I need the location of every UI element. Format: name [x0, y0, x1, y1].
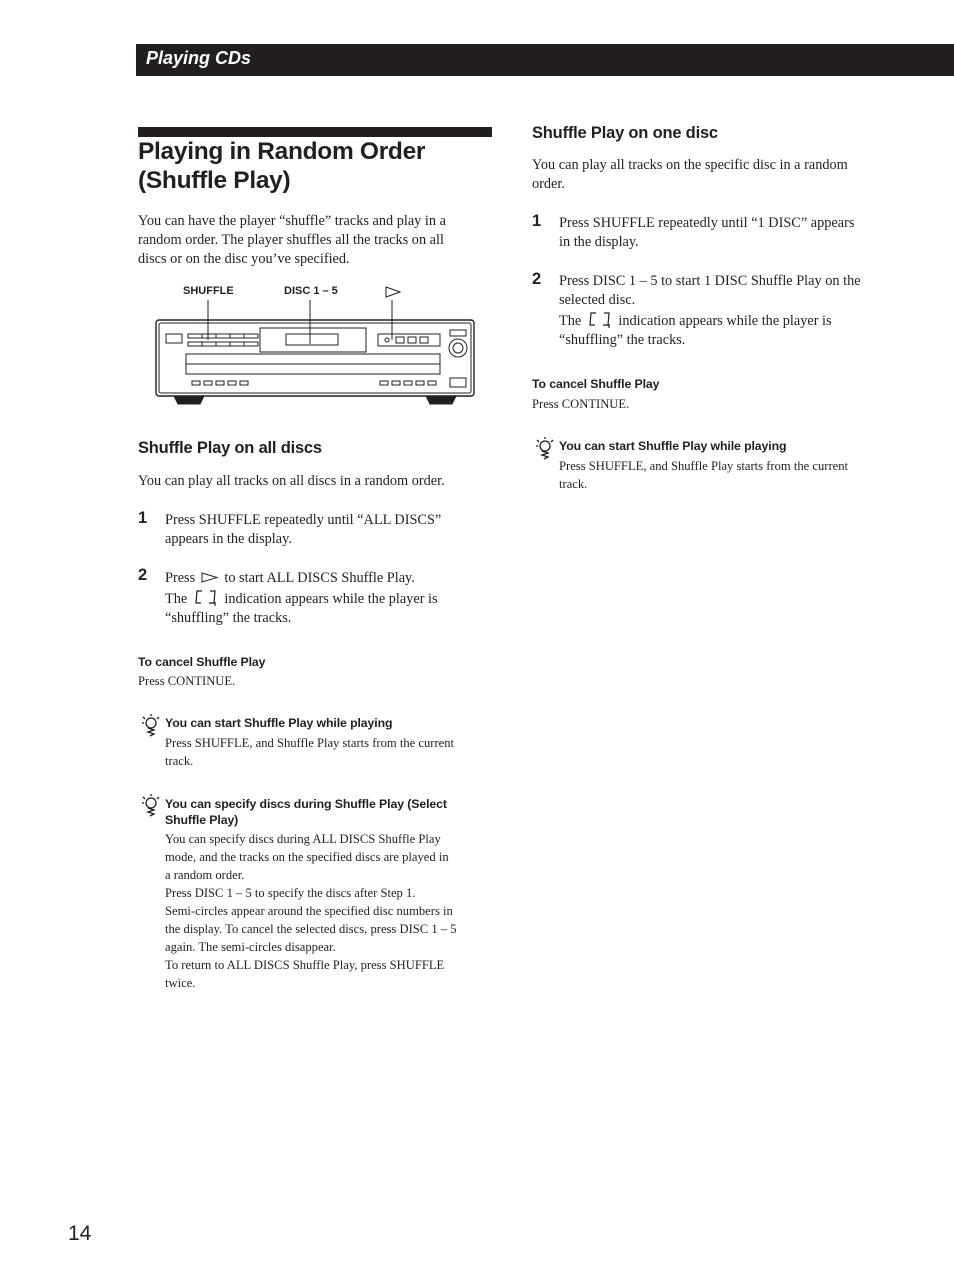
text-line — [559, 310, 861, 331]
play-icon — [386, 287, 400, 297]
text-line — [165, 569, 438, 588]
shuffle-indicator-icon — [193, 588, 219, 608]
step-number: 2 — [138, 566, 148, 584]
one-disc-step1 — [559, 214, 854, 252]
section-heading-one-disc: Shuffle Play on one disc — [532, 124, 718, 142]
inline-text: indication appears while the player is — [224, 591, 438, 607]
text-line: You can specify discs during Shuffle Play (Select — [165, 797, 447, 811]
text-line: in the display. — [559, 234, 639, 250]
text-line: “shuffling” the tracks. — [165, 610, 292, 626]
cancel-text: Press CONTINUE. — [532, 397, 630, 411]
cancel-heading: To cancel Shuffle Play — [532, 377, 660, 391]
text-line: appears in the display. — [165, 531, 292, 547]
text-line: You can play all tracks on the specific disc in a random — [532, 157, 848, 173]
all-discs-intro: You can play all tracks on all discs in a random order. — [138, 473, 445, 489]
section-header-bar — [136, 44, 954, 76]
text-line: You can have the player “shuffle” tracks and play in a — [138, 213, 446, 229]
text-line: Semi-circles appear around the specified disc numbers in — [165, 904, 453, 918]
text-line: track. — [165, 754, 194, 768]
text-line: track. — [559, 477, 588, 491]
lightbulb-icon — [535, 436, 555, 460]
text-line: discs or on the disc you’ve specified. — [138, 251, 350, 267]
text-line: “shuffling” the tracks. — [559, 332, 686, 348]
cd-player-diagram — [150, 282, 480, 412]
inline-text: to start ALL DISCS Shuffle Play. — [224, 570, 415, 586]
diagram-label-shuffle: SHUFFLE — [183, 285, 234, 297]
text-line: Press SHUFFLE repeatedly until “1 DISC” appears — [559, 215, 855, 231]
section-heading-all-discs: Shuffle Play on all discs — [138, 439, 322, 457]
text-line: Press SHUFFLE repeatedly until “ALL DISCS” — [165, 512, 442, 528]
one-disc-intro — [532, 156, 848, 194]
text-line: twice. — [165, 976, 196, 990]
text-line: Shuffle Play) — [165, 813, 239, 827]
intro-paragraph — [138, 212, 446, 269]
step-number: 2 — [532, 270, 542, 288]
tip-heading: You can start Shuffle Play while playing — [559, 439, 787, 453]
text-line: random order. The player shuffles all the tracks on all — [138, 232, 444, 248]
one-disc-step2 — [559, 272, 861, 350]
inline-text: The — [165, 591, 188, 607]
text-line: order. — [532, 176, 565, 192]
page-title-line: Playing in Random Order — [138, 138, 426, 165]
title-rule — [138, 127, 492, 137]
text-line: the display. To cancel the selected discs, press DISC 1 – 5 — [165, 922, 457, 936]
step-number: 1 — [138, 509, 148, 527]
page-title-line: (Shuffle Play) — [138, 167, 291, 194]
shuffle-indicator-icon — [587, 310, 613, 330]
tip-heading — [165, 796, 447, 828]
tip-text — [165, 734, 454, 770]
section-title: Playing CDs — [146, 48, 252, 68]
tip-text — [165, 830, 457, 992]
text-line — [165, 588, 438, 609]
text-line: To return to ALL DISCS Shuffle Play, press SHUFFLE — [165, 958, 445, 972]
inline-text: indication appears while the player is — [618, 313, 832, 329]
inline-text: Press — [165, 570, 196, 586]
text-line: selected disc. — [559, 292, 636, 308]
text-line: You can specify discs during ALL DISCS Shuffle Play — [165, 832, 441, 846]
text-line: again. The semi-circles disappear. — [165, 940, 336, 954]
page-title — [138, 137, 498, 195]
all-discs-step1 — [165, 511, 441, 549]
text-line: mode, and the tracks on the specified discs are played in — [165, 850, 449, 864]
text-line: Press DISC 1 – 5 to start 1 DISC Shuffle Play on the — [559, 273, 861, 289]
text-line: Press SHUFFLE, and Shuffle Play starts from the current — [165, 736, 455, 750]
lightbulb-icon — [141, 793, 161, 817]
page-number: 14 — [68, 1222, 92, 1245]
text-line: Press SHUFFLE, and Shuffle Play starts from the current — [559, 459, 849, 473]
lightbulb-icon — [141, 713, 161, 737]
tip-heading: You can start Shuffle Play while playing — [165, 716, 393, 730]
play-icon — [201, 572, 219, 583]
cancel-text: Press CONTINUE. — [138, 674, 236, 688]
text-line: a random order. — [165, 868, 245, 882]
diagram-label-disc: DISC 1 – 5 — [284, 285, 338, 297]
inline-text: The — [559, 313, 582, 329]
all-discs-step2 — [165, 569, 438, 628]
tip-text — [559, 457, 848, 493]
text-line: Press DISC 1 – 5 to specify the discs after Step 1. — [165, 886, 416, 900]
cancel-heading: To cancel Shuffle Play — [138, 655, 266, 669]
step-number: 1 — [532, 212, 542, 230]
